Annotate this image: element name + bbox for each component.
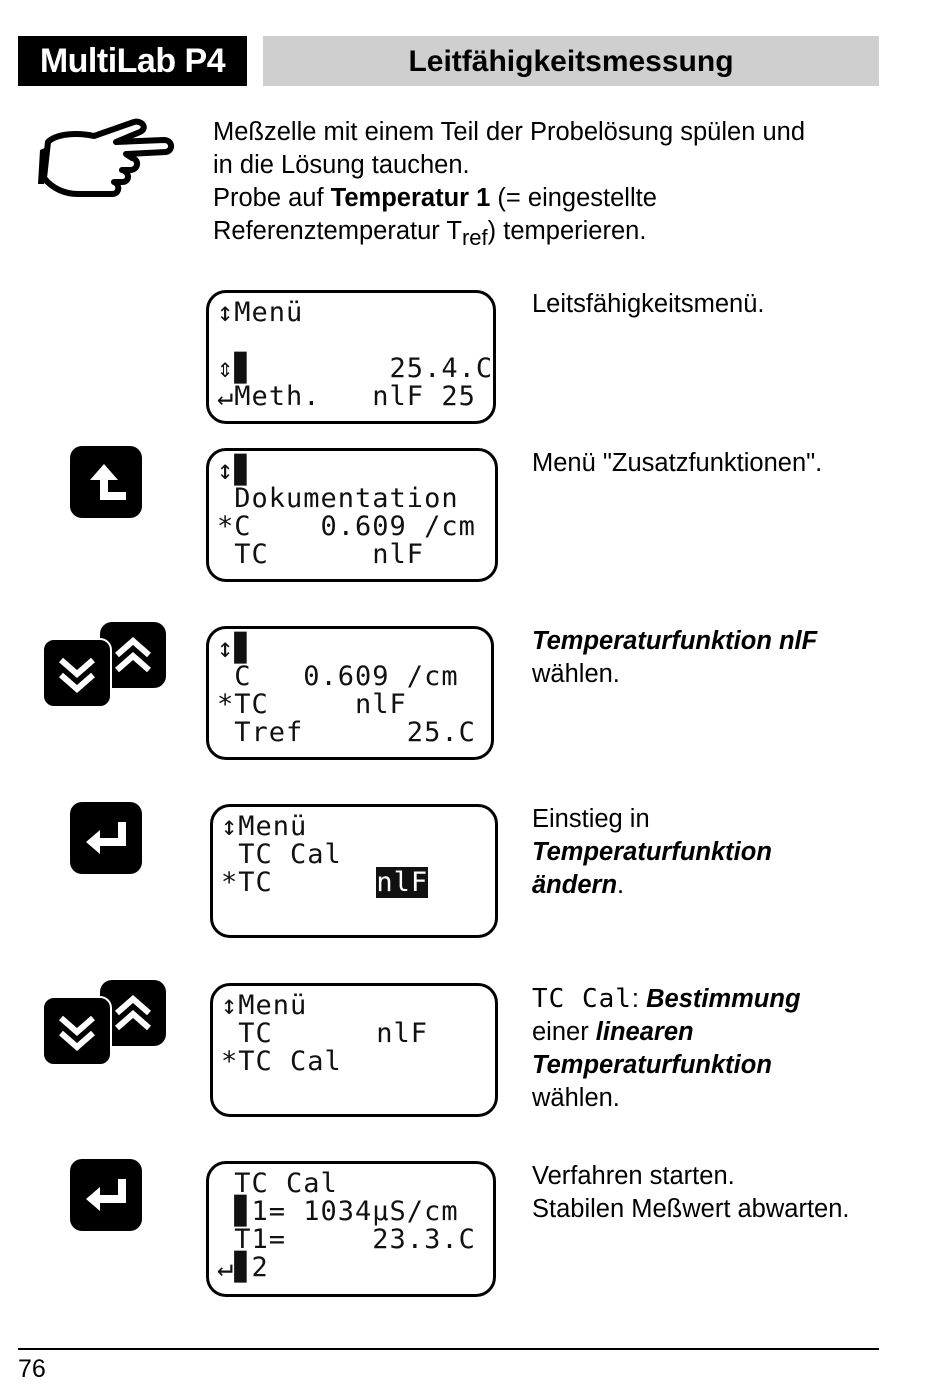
up-down-keys[interactable] [42,622,172,712]
lcd-line: TC nlF [217,539,425,570]
lcd-display-3 [206,626,494,760]
lcd-line: T1= 23.3.C [217,1224,476,1255]
enter-key-icon [70,1159,142,1231]
scroll-down-key[interactable] [42,996,112,1066]
lcd-line: Dokumentation [217,483,459,514]
lcd-line: ↕Menü [221,811,308,842]
lcd-line: *TC Cal [221,1046,342,1077]
lcd-display-4 [210,804,498,938]
lcd-line: TC Cal [221,839,342,870]
step-2-description: Menü "Zusatzfunktionen". [532,449,823,477]
lcd-line: *TC nlF [221,867,429,898]
up-arrow-key[interactable] [70,446,142,518]
lcd-line: ⇕▊ 25.4.C [217,353,494,384]
lcd-line: ↕▊ [217,455,252,486]
selected-value: nlF [376,867,429,898]
lcd-line: *C 0.609 /cm [217,511,476,542]
lcd-display-6 [206,1161,496,1297]
intro-line-3: Probe auf Temperatur 1 (= eingestellte [213,184,657,212]
lcd-line: TC Cal [217,1168,338,1199]
lcd-line: C 0.609 /cm [217,661,459,692]
page-title: Leitfähigkeitsmessung [263,36,879,86]
page-number: 76 [18,1355,46,1383]
enter-key[interactable] [70,1159,142,1231]
intro-line-4: Referenztemperatur $T_{ref}$) temperieren. [213,217,647,250]
lcd-line: TC nlF [221,1018,429,1049]
lcd-line: ↕Menü [217,297,304,328]
lcd-line: ↕Menü [221,990,308,1021]
lcd-display-2 [206,448,498,582]
lcd-line: ↕▊ [217,633,252,664]
step-6-description: Verfahren starten. Stabilen Meßwert abwarten. [532,1162,850,1223]
brand-label: MultiLab P4 [18,36,247,86]
footer-divider [18,1348,879,1350]
enter-key-icon [70,802,142,874]
scroll-down-key[interactable] [42,638,112,708]
step-3-description: Temperaturfunktion nlF wählen. [532,627,818,688]
intro-text [213,116,893,248]
lcd-line: *TC nlF [217,689,407,720]
lcd-line: ▊1= 1034µS/cm [217,1196,459,1227]
intro-line-1: Meßzelle mit einem Teil der Probelösung spülen und [213,118,806,146]
lcd-display-1 [206,290,496,424]
enter-key[interactable] [70,802,142,874]
double-chevron-down-icon [44,640,110,706]
up-down-keys[interactable] [42,980,172,1070]
pointing-hand-icon [36,112,178,212]
up-arrow-icon [70,446,142,518]
step-5-description: TC Cal: Bestimmung einer linearen Temperaturfunktion wählen. [532,984,801,1112]
lcd-line: ↵Meth. nlF 25 [217,381,476,412]
intro-line-2: in die Lösung tauchen. [213,151,470,179]
double-chevron-down-icon [44,998,110,1064]
lcd-display-5 [210,983,498,1117]
step-1-description: Leitsfähigkeitsmenü. [532,290,765,318]
lcd-line: Tref 25.C [217,717,476,748]
step-4-description: Einstieg in Temperaturfunktion ändern. [532,805,772,899]
lcd-line: ↵▊2 [217,1252,269,1283]
